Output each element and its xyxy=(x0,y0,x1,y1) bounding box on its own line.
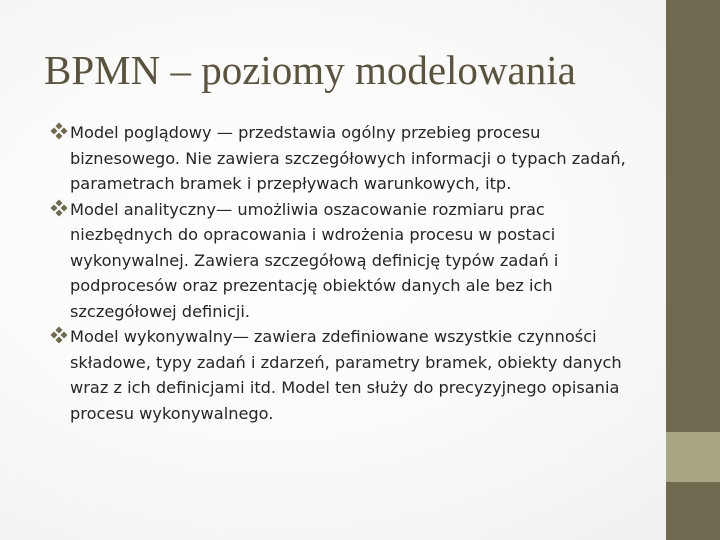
sidebar-accent-highlight xyxy=(666,432,720,482)
diamond-bullet-icon xyxy=(50,326,70,346)
sidebar-accent-bar xyxy=(666,0,720,432)
diamond-bullet-icon xyxy=(50,199,70,219)
bullet-item xyxy=(50,324,650,426)
bullet-text: Model wykonywalny— zawiera zdefiniowane wszystkie czynności składowe, typy zadań i zdarzeń, parametry bramek, obiekty danych wraz z ich definicjami itd. Model ten służy do precyzyjnego opisania procesu wykonywalnego. xyxy=(70,327,622,423)
bullet-text: Model poglądowy — przedstawia ogólny przebieg procesu biznesowego. Nie zawiera szczegółowych informacji o typach zadań, parametrach bramek i przepływach warunkowych, itp. xyxy=(70,123,626,193)
bullet-item xyxy=(50,197,650,325)
slide-title: BPMN – poziomy modelowania xyxy=(44,47,576,93)
bullet-list xyxy=(50,120,650,426)
diamond-bullet-icon xyxy=(50,122,70,142)
bullet-text: Model analityczny— umożliwia oszacowanie rozmiaru prac niezbędnych do opracowania i wdrożenia procesu w postaci wykonywalnej. Zawiera szczegółową definicję typów zadań i podprocesów oraz prezentację obiektów danych ale bez ich szczegółowej definicji. xyxy=(70,199,559,321)
sidebar-accent-bottom xyxy=(666,482,720,540)
bullet-item xyxy=(50,120,650,197)
